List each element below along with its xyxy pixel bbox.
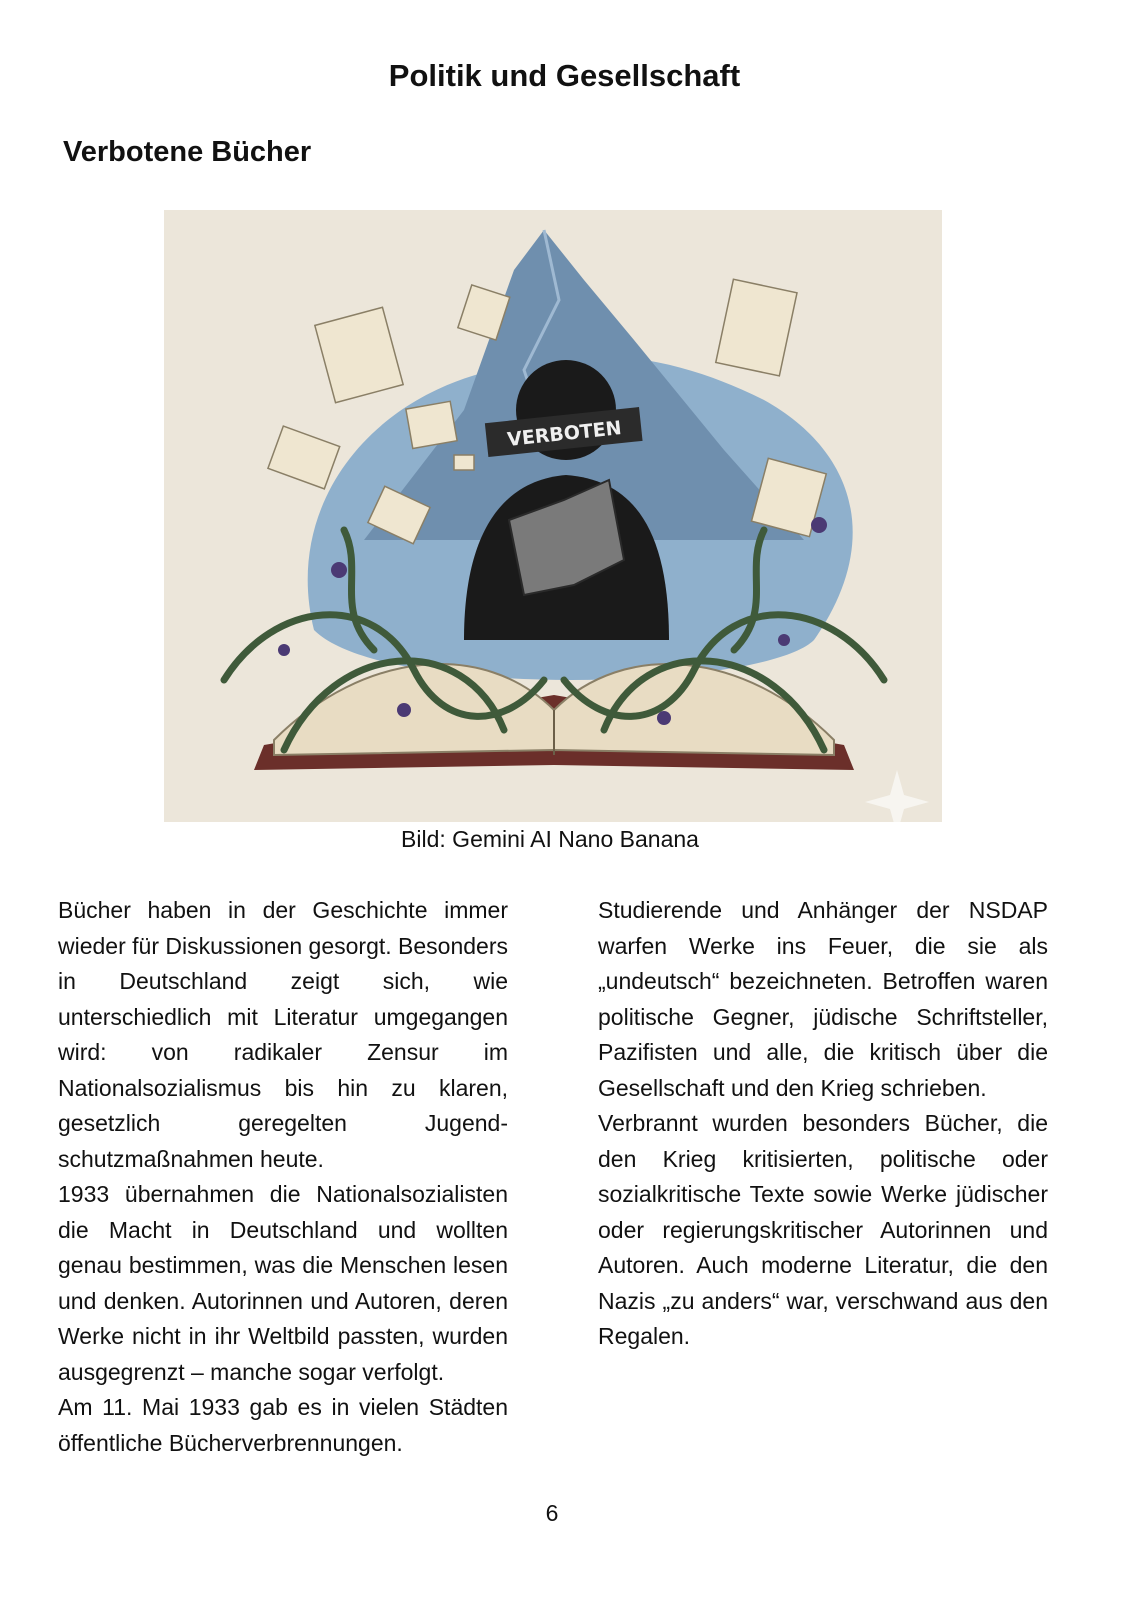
article-title: Verbotene Bücher	[63, 136, 312, 168]
text-column-right	[598, 893, 1048, 1355]
paragraph: Studierende und Anhänger der NSDAP warfen Werke ins Feuer, die sie als „undeutsch“ bezeichneten. Betroffen waren politische Gegner, jüdische Schriftsteller, Pazifisten und alle, die kritisch über die Gesellschaft und den Krieg schrieben.	[598, 897, 1048, 1101]
text-column-left	[58, 893, 508, 1461]
paragraph: Am 11. Mai 1933 gab es in vielen Städten öffentliche Bücherverbrennungen.	[58, 1394, 508, 1456]
paragraph: Verbrannt wurden besonders Bücher, die den Krieg kritisierten, politische oder sozialkritische Texte sowie Werke jüdischer oder regierungskritischer Autorinnen und Autoren. Auch moderne Literatur, die den Nazis „zu anders“ war, verschwand aus den Regalen.	[598, 1110, 1048, 1349]
svg-text:VERBOTEN: VERBOTEN	[506, 417, 623, 451]
section-title: Politik und Gesellschaft	[388, 58, 741, 93]
page-number: 6	[545, 1500, 559, 1526]
paragraph: 1933 übernahmen die Nationalsozialisten die Macht in Deutschland und wollten genau bestimmen, was die Menschen lesen und denken. Autorinnen und Autoren, deren Werke nicht in ihr Weltbild passten, wurden ausgegrenzt – manche sogar verfolgt.	[58, 1181, 508, 1385]
article-illustration	[164, 210, 942, 822]
figure-caption: Bild: Gemini AI Nano Banana	[401, 826, 699, 852]
paragraph: Bücher haben in der Geschichte immer wieder für Diskussionen gesorgt. Besonders in Deutschland zeigt sich, wie unterschiedlich mit Literatur umgegangen wird: von radikaler Zensur im Nationalsozialismus bis hin zu klaren, gesetzlich geregelten Jugendschutzmaßnahmen heute.	[58, 897, 509, 1172]
sparkle-icon	[865, 770, 929, 822]
